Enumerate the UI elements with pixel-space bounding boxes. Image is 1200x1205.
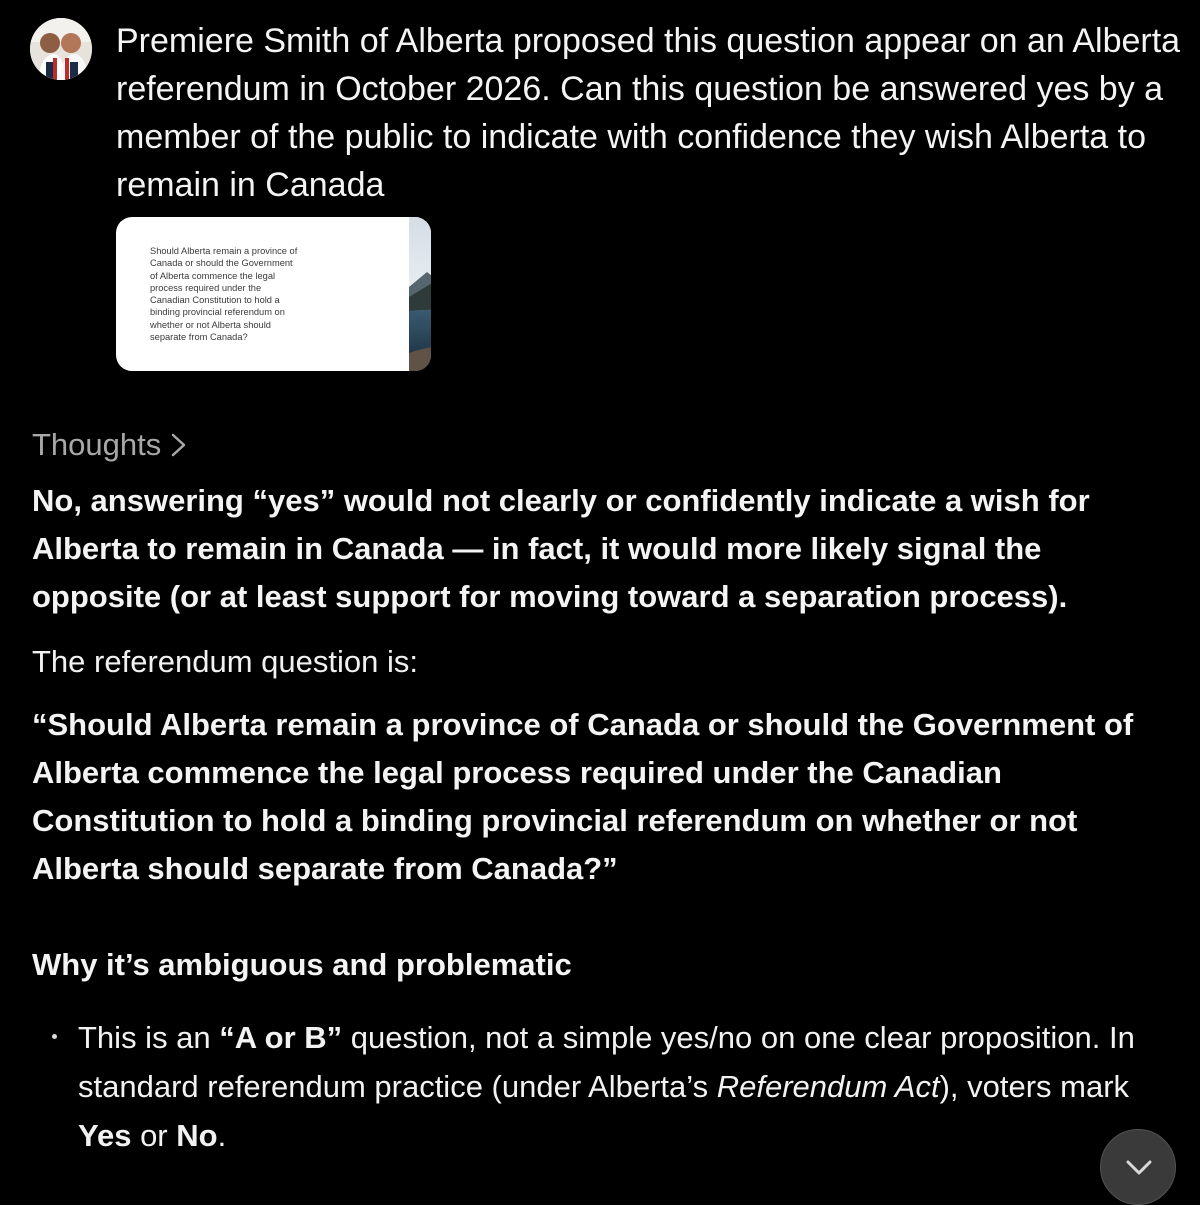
referendum-question-label: The referendum question is:: [32, 644, 418, 679]
bold-yes: Yes: [78, 1118, 132, 1153]
bullet-text-part4: or: [131, 1118, 177, 1153]
bullet-text-part2: question, not a simple yes/no on one clear proposition. In standard referendum practice (under Alberta’s: [78, 1020, 1135, 1104]
scroll-down-button[interactable]: [1100, 1129, 1176, 1205]
referendum-act-title: Referendum Act: [716, 1069, 940, 1104]
chevron-down-icon: [1125, 1157, 1153, 1179]
attachment-photo: [409, 217, 431, 371]
user-prompt: Premiere Smith of Alberta proposed this question appear on an Alberta referendum in October 2026. Can this question be answered yes by a member of the public to indicate with confidence they wish Alberta to remain in Canada: [116, 22, 1181, 204]
bullet-text-part3: ), voters mark: [939, 1069, 1130, 1104]
bold-a-or-b: “A or B”: [219, 1020, 343, 1055]
attached-image[interactable]: [116, 217, 431, 371]
section-heading: Why it’s ambiguous and problematic: [32, 947, 572, 982]
thoughts-toggle[interactable]: [32, 423, 189, 467]
bullet-dot: [52, 1034, 57, 1039]
avatar-photo: [30, 18, 92, 80]
list-item: [32, 1013, 1182, 1160]
avatar[interactable]: [30, 18, 92, 80]
bold-no: No: [176, 1118, 218, 1153]
attachment-question-text: Should Alberta remain a province of Canada or should the Government of Alberta commence the legal process required under the Canadian Constitution to hold a binding provincial referendum on whether or not Alberta should separate from Canada?: [150, 246, 298, 343]
quoted-referendum-question: “Should Alberta remain a province of Canada or should the Government of Alberta commence the legal process required under the Canadian Constitution to hold a binding provincial referendum on whether or not Alberta should separate from Canada?”: [32, 707, 1134, 886]
bullet-text-part1: This is an: [78, 1020, 220, 1055]
reason-list: [32, 1013, 1182, 1160]
bullet-text-part5: .: [217, 1118, 227, 1153]
thoughts-label: Thoughts: [32, 427, 162, 462]
answer-summary: No, answering “yes” would not clearly or confidently indicate a wish for Alberta to remain in Canada — in fact, it would more likely signal the opposite (or at least support for moving toward a separation process).: [32, 483, 1090, 614]
chevron-right-icon: [169, 432, 189, 458]
